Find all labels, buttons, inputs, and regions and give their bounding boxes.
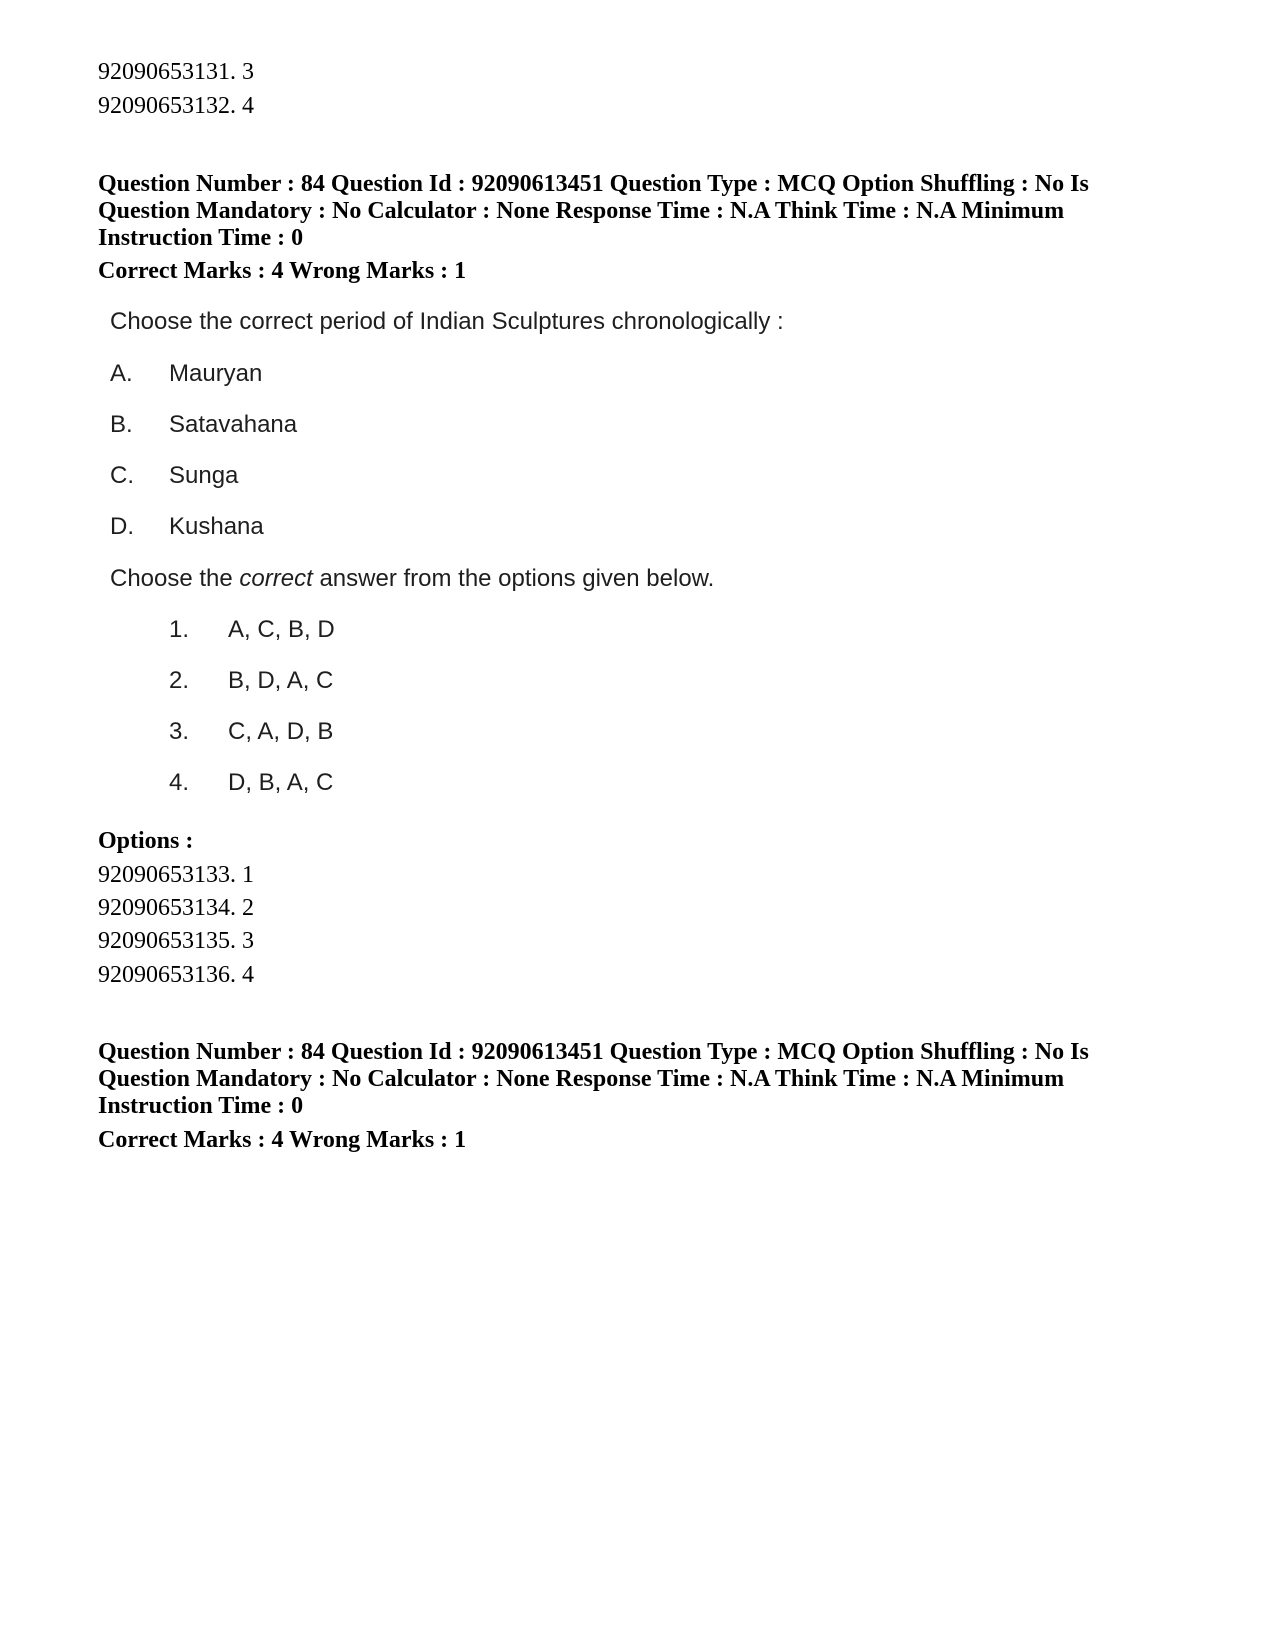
question-prompt: Choose the correct period of Indian Sculptures chronologically : [110,308,784,335]
next-question-header-line-3: Instruction Time : 0 [98,1093,304,1119]
answer-num-2: 2. [169,667,190,694]
next-question-marks: Correct Marks : 4 Wrong Marks : 1 [98,1127,467,1153]
answer-instruction-emphasis: correct [239,565,313,592]
answer-text-4: D, B, A, C [228,769,334,796]
item-letter-c: C. [110,462,134,489]
item-text-b: Satavahana [169,411,298,438]
answer-num-3: 3. [169,718,190,745]
answer-instruction-after: answer from the options given below. [312,565,715,592]
answer-text-1: A, C, B, D [228,616,335,643]
answer-num-4: 4. [169,769,190,796]
prev-option-3: 92090653131. 3 [98,59,254,85]
option-4: 92090653136. 4 [98,962,254,988]
item-text-c: Sunga [169,462,239,489]
prev-option-4: 92090653132. 4 [98,93,254,119]
answer-instruction [110,565,714,593]
options-label: Options : [98,828,194,854]
item-letter-b: B. [110,411,133,438]
option-3: 92090653135. 3 [98,928,254,954]
next-question-header-line-2: Question Mandatory : No Calculator : None Response Time : N.A Think Time : N.A Minimum [98,1066,1065,1092]
answer-text-2: B, D, A, C [228,667,334,694]
question-marks: Correct Marks : 4 Wrong Marks : 1 [98,258,467,284]
option-2: 92090653134. 2 [98,895,254,921]
answer-num-1: 1. [169,616,190,643]
answer-instruction-before: Choose the [110,565,240,592]
item-letter-a: A. [110,360,133,387]
item-letter-d: D. [110,513,134,540]
question-header-line-3: Instruction Time : 0 [98,225,304,251]
question-header-line-2: Question Mandatory : No Calculator : None Response Time : N.A Think Time : N.A Minimum [98,198,1065,224]
question-header-line-1: Question Number : 84 Question Id : 92090613451 Question Type : MCQ Option Shuffling : No Is [98,171,1089,197]
option-1: 92090653133. 1 [98,862,254,888]
item-text-a: Mauryan [169,360,263,387]
answer-text-3: C, A, D, B [228,718,334,745]
question-body [98,298,838,830]
next-question-header-line-1: Question Number : 84 Question Id : 92090613451 Question Type : MCQ Option Shuffling : No Is [98,1039,1089,1065]
item-text-d: Kushana [169,513,264,540]
